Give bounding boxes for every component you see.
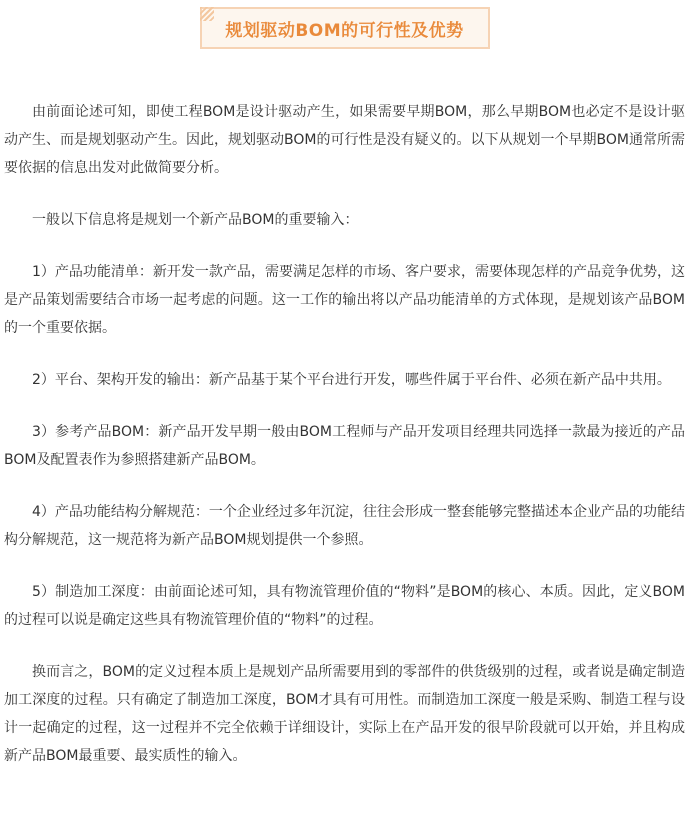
- paragraph-item-5: 5）制造加工深度：由前面论述可知，具有物流管理价值的“物料”是BOM的核心、本质。因此，定义BOM的过程可以说是确定这些具有物流管理价值的“物料”的过程。: [4, 584, 685, 628]
- title-box: [200, 7, 490, 49]
- paragraph-item-4: 4）产品功能结构分解规范：一个企业经过多年沉淀，往往会形成一整套能够完整描述本企业产品的功能结构分解规范，这一规范将为新产品BOM规划提供一个参照。: [4, 504, 685, 548]
- paragraph-intro: 由前面论述可知，即使工程BOM是设计驱动产生，如果需要早期BOM，那么早期BOM也必定不是设计驱动产生、而是规划驱动产生。因此，规划驱动BOM的可行性是没有疑义的。以下从规划一个早期BOM通常所需要依据的信息出发对此做简要分析。: [4, 104, 685, 176]
- article-title: 规划驱动BOM的可行性及优势: [225, 20, 464, 41]
- title-banner: [0, 7, 689, 49]
- article-body: [4, 98, 685, 794]
- paragraph-item-1: 1）产品功能清单：新开发一款产品，需要满足怎样的市场、客户要求，需要体现怎样的产品竞争优势，这是产品策划需要结合市场一起考虑的问题。这一工作的输出将以产品功能清单的方式体现，是规划该产品BOM的一个重要依据。: [4, 264, 685, 336]
- paragraph-conclusion: 换而言之，BOM的定义过程本质上是规划产品所需要用到的零部件的供货级别的过程，或者说是确定制造加工深度的过程。只有确定了制造加工深度，BOM才具有可用性。而制造加工深度一般是采购、制造工程与设计一起确定的过程，这一过程并不完全依赖于详细设计，实际上在产品开发的很早阶段就可以开始，并且构成新产品BOM最重要、最实质性的输入。: [4, 664, 685, 764]
- paragraph-inputs-lead: 一般以下信息将是规划一个新产品BOM的重要输入：: [32, 212, 359, 228]
- paragraph-item-2: 2）平台、架构开发的输出：新产品基于某个平台进行开发，哪些件属于平台件、必须在新产品中共用。: [32, 372, 671, 388]
- paragraph-item-3: 3）参考产品BOM：新产品开发早期一般由BOM工程师与产品开发项目经理共同选择一款最为接近的产品BOM及配置表作为参照搭建新产品BOM。: [4, 424, 685, 468]
